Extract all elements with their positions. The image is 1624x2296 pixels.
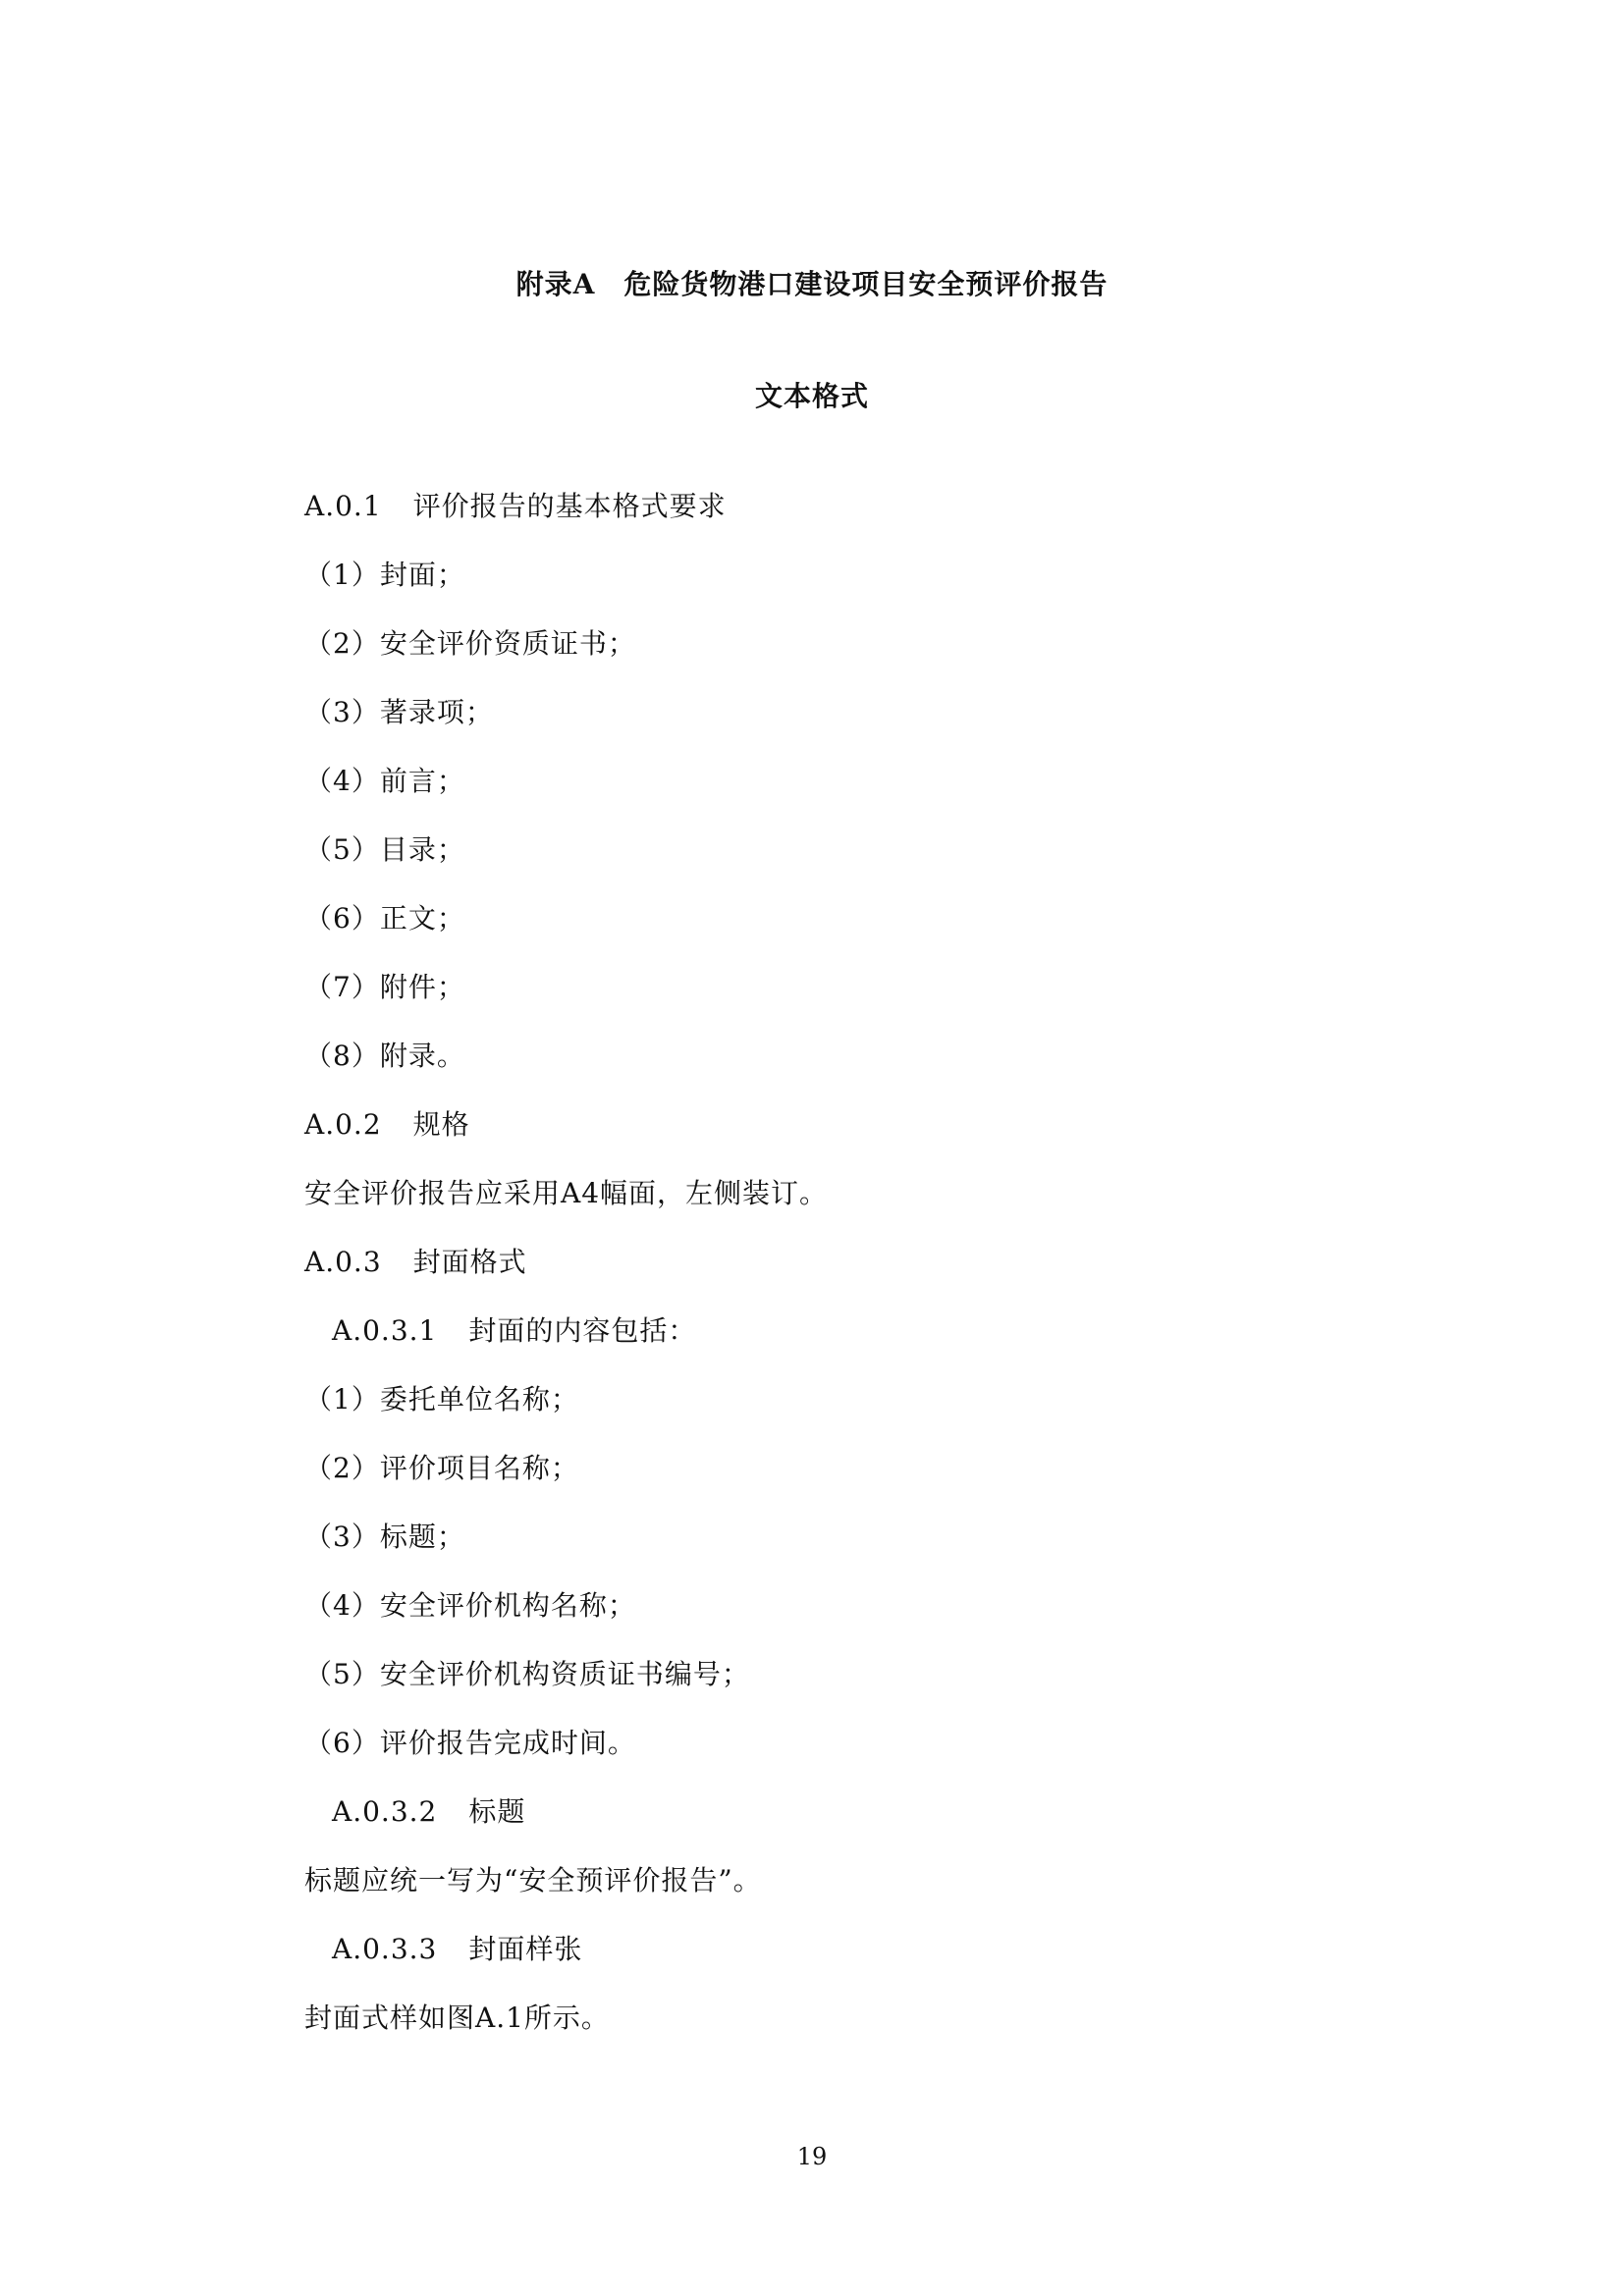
- list-item: （2）评价项目名称；: [304, 1452, 579, 1484]
- section-heading-a02: [304, 1105, 470, 1145]
- section-title: 封面格式: [412, 1246, 527, 1278]
- list-item: （6）正文；: [304, 902, 465, 934]
- list-item: （1）封面；: [304, 559, 465, 591]
- list-item: （4）安全评价机构名称；: [304, 1589, 636, 1622]
- subsection-heading-a031: [332, 1311, 696, 1351]
- paragraph: 安全评价报告应采用A4幅面，左侧装订。: [304, 1177, 829, 1209]
- appendix-title: 附录A 危险货物港口建设项目安全预评价报告: [515, 268, 1109, 300]
- section-title: 规格: [412, 1108, 470, 1141]
- section-title: 评价报告的基本格式要求: [412, 490, 727, 522]
- list-item: （1）委托单位名称；: [304, 1383, 579, 1415]
- list-item: （7）附件；: [304, 971, 465, 1003]
- appendix-subtitle: 文本格式: [754, 380, 869, 412]
- subsection-title: 封面样张: [468, 1933, 583, 1965]
- subsection-heading-a032: [332, 1792, 525, 1832]
- subsection-title: 封面的内容包括：: [468, 1314, 697, 1347]
- subsection-number: A.0.3.1: [332, 1314, 438, 1347]
- list-item: （5）目录；: [304, 833, 465, 866]
- subsection-number: A.0.3.2: [332, 1795, 438, 1828]
- list-item: （4）前言；: [304, 765, 465, 797]
- section-number: A.0.3: [304, 1246, 382, 1278]
- subsection-heading-a033: [332, 1930, 582, 1969]
- list-item: （5）安全评价机构资质证书编号；: [304, 1658, 750, 1690]
- section-number: A.0.1: [304, 490, 382, 522]
- list-item: （3）标题；: [304, 1521, 465, 1553]
- section-number: A.0.2: [304, 1108, 382, 1141]
- page-number: 19: [796, 2143, 828, 2170]
- paragraph: 封面式样如图A.1所示。: [304, 2002, 610, 2034]
- subsection-title: 标题: [468, 1795, 526, 1828]
- list-item: （3）著录项；: [304, 696, 494, 728]
- subsection-number: A.0.3.3: [332, 1933, 438, 1965]
- section-heading-a01: [304, 487, 727, 526]
- list-item: （6）评价报告完成时间。: [304, 1727, 636, 1759]
- list-item: （8）附录。: [304, 1040, 465, 1072]
- paragraph: 标题应统一写为“安全预评价报告”。: [304, 1864, 762, 1896]
- section-heading-a03: [304, 1243, 527, 1282]
- list-item: （2）安全评价资质证书；: [304, 627, 636, 660]
